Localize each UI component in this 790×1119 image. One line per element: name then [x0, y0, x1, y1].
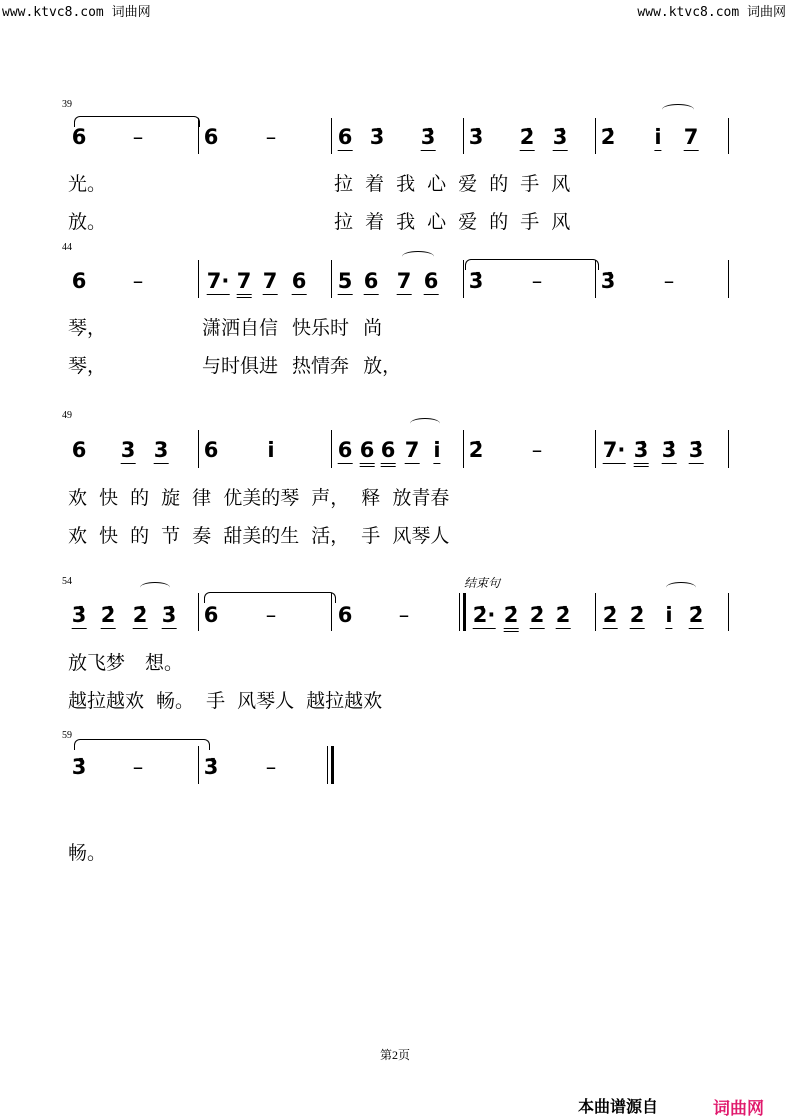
barline — [463, 260, 464, 298]
note: 2̇ — [529, 603, 545, 627]
note: 3̇ — [420, 125, 436, 149]
header-site-left[interactable]: www.ktvc8.com 词曲网 — [2, 5, 151, 20]
note: 7 — [683, 125, 699, 149]
measure-number: 49 — [62, 410, 72, 421]
tie — [74, 739, 210, 750]
lyric: 放。 — [68, 211, 107, 233]
dash: – — [132, 269, 144, 293]
note: 6 — [337, 438, 353, 462]
source-label: 本曲谱源自 — [578, 1097, 659, 1116]
dash: – — [398, 603, 410, 627]
lyric: 越拉越欢 畅。 手 风琴人 越拉越欢 — [68, 690, 383, 712]
note: 3̇ — [661, 438, 677, 462]
note: 3̇ — [552, 125, 568, 149]
slur — [666, 582, 696, 593]
barline — [728, 430, 729, 468]
barline — [198, 430, 199, 468]
barline — [198, 260, 199, 298]
note: 7 — [396, 269, 412, 293]
lyric: 畅。 — [68, 842, 107, 864]
note: 3̇ — [468, 125, 484, 149]
barline — [595, 260, 596, 298]
section-marking: 结束句 — [464, 576, 501, 590]
note: 3̇ — [369, 125, 385, 149]
brand-logo[interactable]: 词曲网 — [713, 1099, 764, 1119]
lyric: 欢 快 的 节 奏 甜美的生 活， 手 风琴人 — [68, 525, 450, 547]
dash: – — [531, 438, 543, 462]
note: 2̇ — [100, 603, 116, 627]
measure-number: 39 — [62, 99, 72, 110]
note: 2̇ — [688, 603, 704, 627]
barline — [595, 430, 596, 468]
lyric: 放飞梦 想。 — [68, 652, 184, 674]
note: 2̇ — [600, 125, 616, 149]
note: 7 — [262, 269, 278, 293]
lyric: 琴， — [68, 355, 107, 377]
note: 6 — [203, 438, 219, 462]
barline — [331, 593, 332, 631]
barline — [595, 118, 596, 154]
lyric: 欢 快 的 旋 律 优美的琴 声， 释 放青春 — [68, 487, 450, 509]
note: 6 — [423, 269, 439, 293]
note: i̇ — [665, 603, 673, 627]
note: 3̇ — [71, 603, 87, 627]
note: 3 — [153, 438, 169, 462]
note: 3̇ — [468, 269, 484, 293]
note: 7· — [206, 269, 230, 293]
note: 7 — [237, 269, 252, 293]
note: 6 — [360, 438, 375, 462]
header-site-right[interactable]: www.ktvc8.com 词曲网 — [637, 5, 786, 20]
barline — [463, 118, 464, 154]
barline — [198, 746, 199, 784]
note: 7· — [602, 438, 626, 462]
measure-number: 54 — [62, 576, 72, 587]
barline — [331, 430, 332, 468]
slur — [140, 582, 170, 593]
note: 2̇ — [132, 603, 148, 627]
barline — [728, 593, 729, 631]
note: 3̇ — [203, 755, 219, 779]
note: 3̇ — [71, 755, 87, 779]
note: 2̇ — [519, 125, 535, 149]
measure-number: 59 — [62, 730, 72, 741]
note: 3̇ — [600, 269, 616, 293]
dash: – — [132, 125, 144, 149]
note: 2̇ — [504, 603, 519, 627]
note: 6 — [363, 269, 379, 293]
barline — [198, 593, 199, 631]
lyric: 与时俱进 热情奔 放， — [202, 355, 402, 377]
slur — [410, 418, 440, 429]
repeat-barline — [463, 593, 466, 631]
tie — [204, 592, 336, 603]
note: 6 — [71, 125, 87, 149]
note: 6 — [203, 603, 219, 627]
note: 2̇ — [468, 438, 484, 462]
note: 6 — [291, 269, 307, 293]
dash: – — [265, 755, 277, 779]
lyric: 拉 着 我 心 爱 的 手 风 — [334, 211, 571, 233]
note: 6 — [71, 438, 87, 462]
lyric: 拉 着 我 心 爱 的 手 风 — [334, 173, 571, 195]
barline — [463, 430, 464, 468]
lyric: 琴， — [68, 317, 107, 339]
note: 3 — [120, 438, 136, 462]
dash: – — [265, 125, 277, 149]
note: 6 — [337, 603, 353, 627]
note: 2̇ — [555, 603, 571, 627]
note: 3̇ — [688, 438, 704, 462]
dash: – — [265, 603, 277, 627]
note: 6 — [337, 125, 353, 149]
dash: – — [663, 269, 675, 293]
slur — [402, 251, 434, 262]
final-barline — [327, 746, 328, 784]
final-barline — [331, 746, 334, 784]
note: 3̇ — [161, 603, 177, 627]
dash: – — [132, 755, 144, 779]
repeat-barline — [459, 593, 460, 631]
barline — [595, 593, 596, 631]
barline — [198, 118, 199, 154]
note: i̇ — [267, 438, 275, 462]
note: 5 — [337, 269, 353, 293]
page-number: 第2页 — [379, 1048, 410, 1062]
note: 2̇ — [629, 603, 645, 627]
measure-number: 44 — [62, 242, 72, 253]
dash: – — [531, 269, 543, 293]
barline — [728, 260, 729, 298]
note: 3̇ — [634, 438, 649, 462]
lyric: 光。 — [68, 173, 107, 195]
note: 6 — [203, 125, 219, 149]
slur — [662, 104, 694, 115]
note: i̇ — [433, 438, 441, 462]
note: i̇ — [654, 125, 662, 149]
note: 6 — [381, 438, 396, 462]
note: 6 — [71, 269, 87, 293]
note: 2̇ — [602, 603, 618, 627]
note: 7 — [404, 438, 420, 462]
barline — [331, 118, 332, 154]
barline — [331, 260, 332, 298]
note: 2̇· — [472, 603, 496, 627]
lyric: 潇洒自信 快乐时 尚 — [202, 317, 383, 339]
barline — [728, 118, 729, 154]
